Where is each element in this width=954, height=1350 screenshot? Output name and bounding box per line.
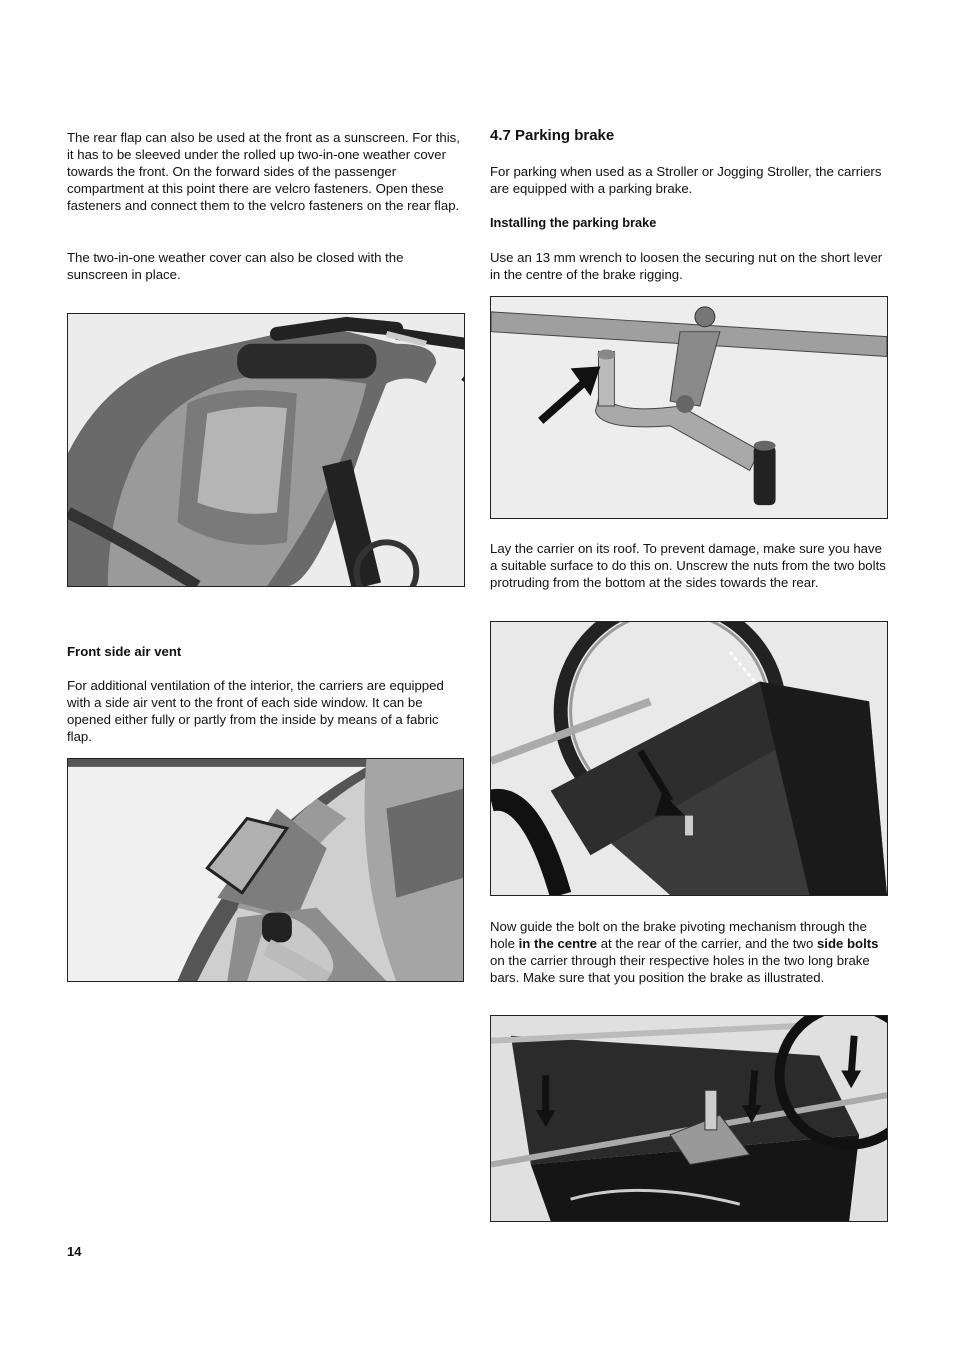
installing-parking-brake-heading: Installing the parking brake bbox=[490, 215, 657, 230]
step-2-paragraph: Lay the carrier on its roof. To prevent damage, make sure you have a suitable surface to do this on. Unscrew the nuts from the two bolts protruding from the bottom at the sides towards the rear. bbox=[490, 541, 886, 590]
carrier-upside-down-photo bbox=[490, 621, 888, 896]
sunscreen-paragraph-2: The two-in-one weather cover can also be closed with the sunscreen in place. bbox=[67, 250, 404, 282]
brake-rigging-photo bbox=[490, 296, 888, 519]
sunscreen-photo bbox=[67, 313, 465, 587]
front-side-air-vent-heading: Front side air vent bbox=[67, 644, 182, 659]
air-vent-paragraph: For additional ventilation of the interior, the carriers are equipped with a side air vent to the front of each side window. It can be opened either fully or partly from the inside by means of a fabric flap. bbox=[67, 678, 444, 744]
air-vent-photo bbox=[67, 758, 464, 982]
step-1-paragraph: Use an 13 mm wrench to loosen the securing nut on the short lever in the centre of the brake rigging. bbox=[490, 250, 883, 282]
parking-brake-intro: For parking when used as a Stroller or Jogging Stroller, the carriers are equipped with a parking brake. bbox=[490, 164, 882, 196]
parking-brake-heading: 4.7 Parking brake bbox=[490, 127, 615, 144]
step-3-paragraph: Now guide the bolt on the brake pivoting mechanism through the hole in the centre at the rear of the carrier, and the two side bolts on the carrier through their respective holes in the two long brake bars. Make sure that you position the brake as illustrated. bbox=[490, 919, 879, 985]
page-number: 14 bbox=[67, 1244, 82, 1259]
brake-installed-photo bbox=[490, 1015, 888, 1222]
sunscreen-paragraph-1: The rear flap can also be used at the front as a sunscreen. For this, it has to be sleeved under the rolled up two-in-one weather cover towards the front. On the forward sides of the passenger compartment at this point there are velcro fasteners. Open these fasteners and connect them to the velcro fasteners on the rear flap. bbox=[67, 130, 460, 213]
